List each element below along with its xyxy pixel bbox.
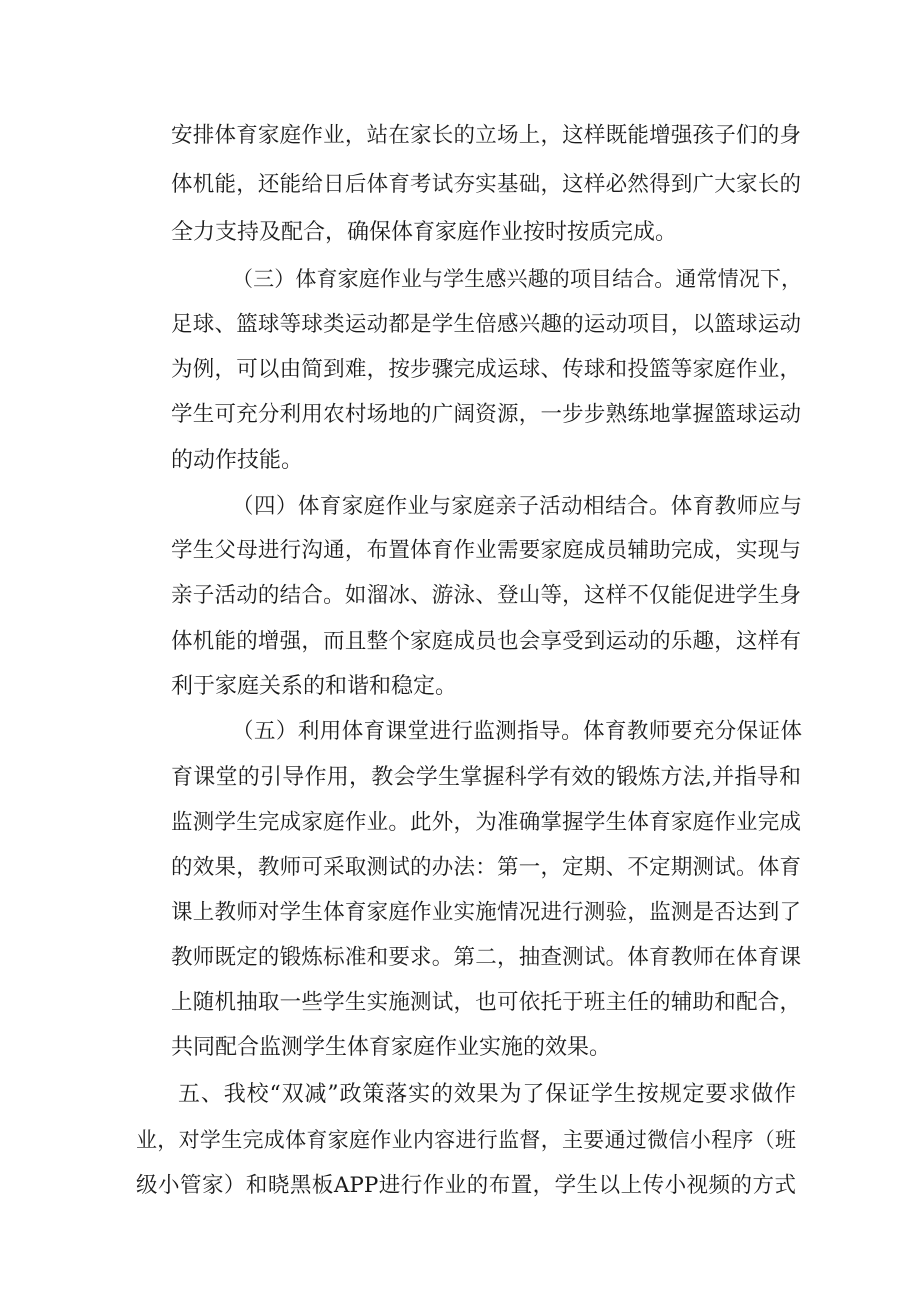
paragraph-line: 亲子活动的结合。如溜冰、游泳、登山等，这样不仅能促进学生身 <box>171 583 801 608</box>
paragraph-line: 学生父母进行沟通，布置体育作业需要家庭成员辅助完成，实现与 <box>171 538 801 563</box>
paragraph-line: （四）体育家庭作业与家庭亲子活动相结合。体育教师应与 <box>232 494 802 519</box>
paragraph-line: 育课堂的引导作用，教会学生掌握科学有效的锻炼方法,并指导和 <box>171 765 801 790</box>
paragraph-line: 级小管家）和晓黑板APP进行作业的布置，学生以上传小视频的方式 <box>136 1173 796 1198</box>
paragraph-line: （五）利用体育课堂进行监测指导。体育教师要充分保证体 <box>232 719 802 744</box>
paragraph-line: 为例，可以由简到难，按步骤完成运球、传球和投篮等家庭作业， <box>171 357 801 382</box>
paragraph-line: 共同配合监测学生体育家庭作业实施的效果。 <box>171 1035 612 1060</box>
paragraph-line: 体机能的增强，而且整个家庭成员也会享受到运动的乐趣，这样有 <box>171 629 801 654</box>
paragraph-line: 的效果，教师可采取测试的办法：第一，定期、不定期测试。体育 <box>171 855 801 880</box>
section-heading-line: 五、我校“双减”政策落实的效果为了保证学生按规定要求做作 <box>178 1082 796 1107</box>
paragraph-line: 利于家庭关系的和谐和稳定。 <box>171 674 458 699</box>
paragraph-line: 体机能，还能给日后体育考试夯实基础，这样必然得到广大家长的 <box>171 172 801 197</box>
paragraph-line: 教师既定的锻炼标准和要求。第二，抽查测试。体育教师在体育课 <box>171 945 801 970</box>
paragraph-line: 课上教师对学生体育家庭作业实施情况进行测验，监测是否达到了 <box>171 900 801 925</box>
paragraph-line: （三）体育家庭作业与学生感兴趣的项目结合。通常情况下， <box>232 267 802 291</box>
paragraph-line: 安排体育家庭作业，站在家长的立场上，这样既能增强孩子们的身 <box>171 123 801 148</box>
paragraph-line: 上随机抽取一些学生实施测试，也可依托于班主任的辅助和配合， <box>171 990 801 1015</box>
paragraph-line: 全力支持及配合，确保体育家庭作业按时按质完成。 <box>171 220 678 245</box>
paragraph-line: 足球、篮球等球类运动都是学生倍感兴趣的运动项目，以篮球运动 <box>171 312 801 337</box>
paragraph-line: 监测学生完成家庭作业。此外，为准确掌握学生体育家庭作业完成 <box>171 810 801 835</box>
paragraph-line: 业，对学生完成体育家庭作业内容进行监督，主要通过微信小程序（班 <box>136 1128 796 1152</box>
paragraph-line: 学生可充分利用农村场地的广阔资源，一步步熟练地掌握篮球运动 <box>171 402 801 427</box>
paragraph-line: 的动作技能。 <box>171 448 304 473</box>
